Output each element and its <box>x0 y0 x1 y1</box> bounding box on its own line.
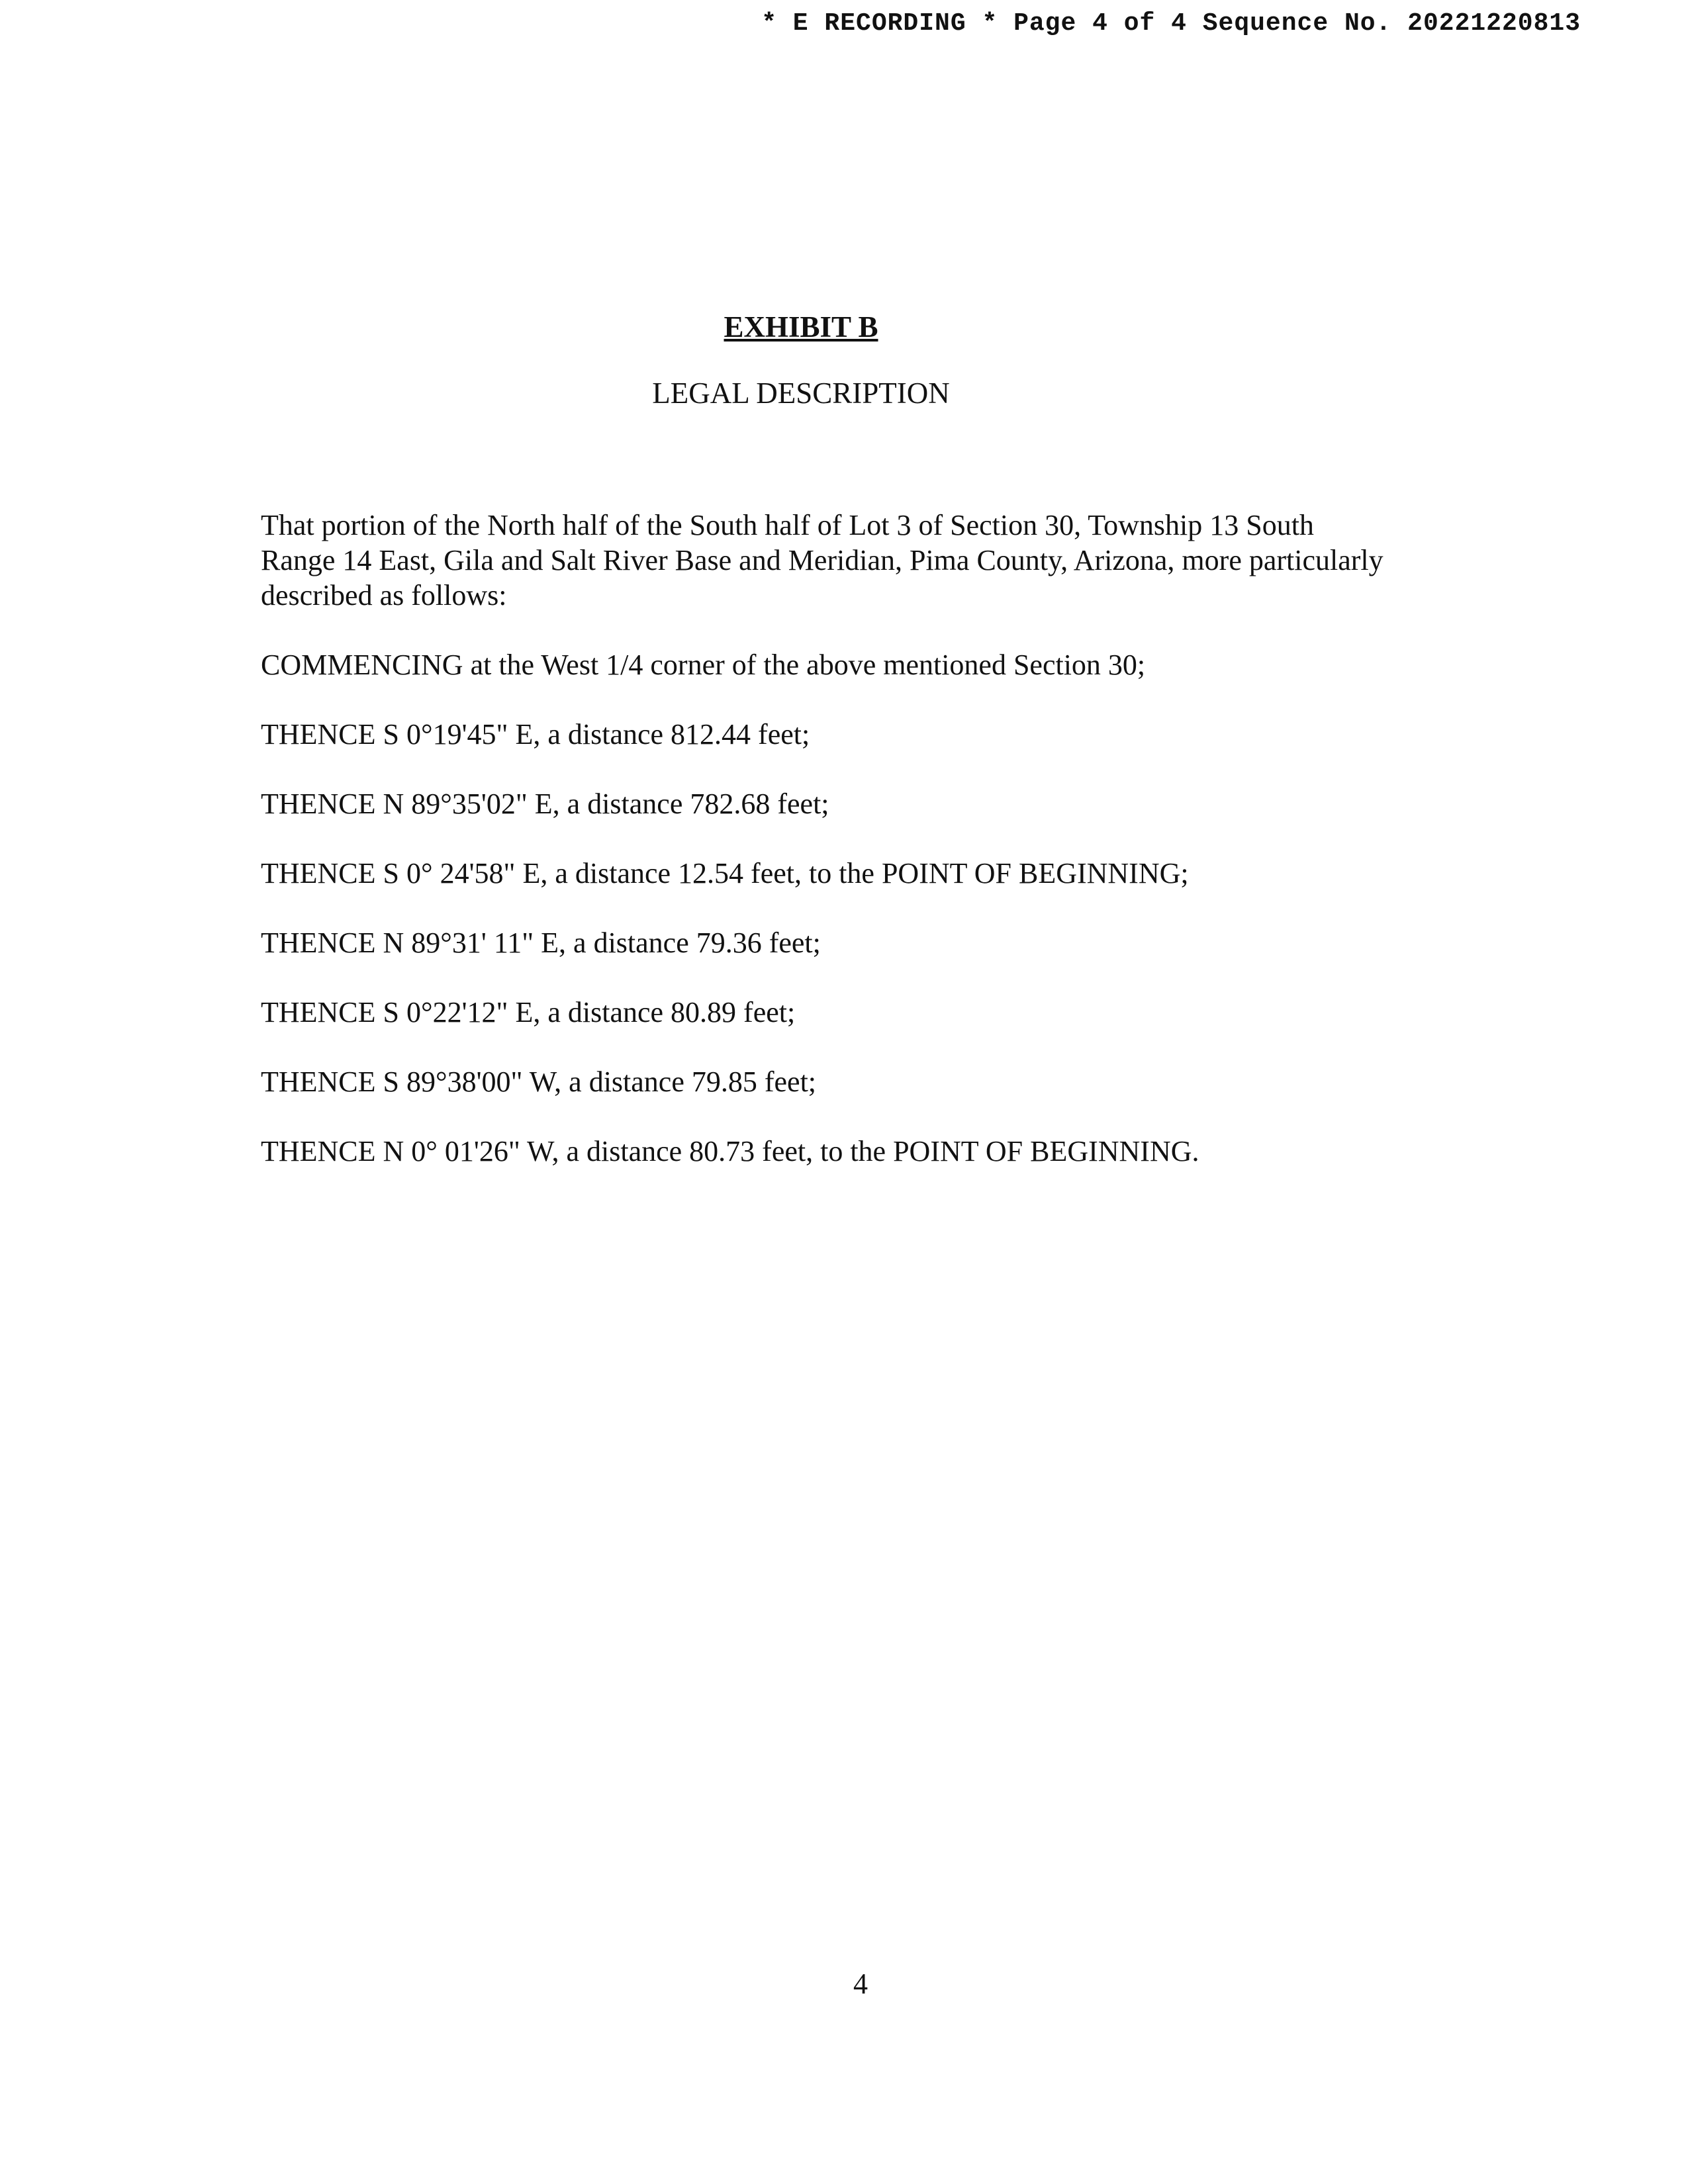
course-line: THENCE S 0° 24'58" E, a distance 12.54 feet, to the POINT OF BEGINNING; <box>261 857 1189 889</box>
course-line: THENCE S 0°22'12" E, a distance 80.89 feet; <box>261 996 796 1028</box>
intro-line: described as follows: <box>261 579 507 612</box>
course-line: THENCE N 89°31' 11" E, a distance 79.36 feet; <box>261 927 821 959</box>
course-line: THENCE N 0° 01'26" W, a distance 80.73 feet, to the POINT OF BEGINNING. <box>261 1135 1199 1167</box>
course-commencing: COMMENCING at the West 1/4 corner of the above mentioned Section 30; <box>261 649 1146 681</box>
course-line: THENCE S 0°19'45" E, a distance 812.44 feet; <box>261 718 810 751</box>
course-line: THENCE S 89°38'00" W, a distance 79.85 feet; <box>261 1066 817 1098</box>
legal-description-heading: LEGAL DESCRIPTION <box>652 377 950 410</box>
intro-line: That portion of the North half of the South half of Lot 3 of Section 30, Township 13 South <box>261 509 1314 541</box>
intro-paragraph <box>261 508 1466 613</box>
exhibit-title: EXHIBIT B <box>724 310 878 343</box>
legal-description-body <box>261 508 1466 1203</box>
course-line: THENCE N 89°35'02" E, a distance 782.68 feet; <box>261 788 829 820</box>
recording-stamp-header: * E RECORDING * Page 4 of 4 Sequence No. 20221220813 <box>761 9 1581 38</box>
page-number: 4 <box>853 1968 868 2000</box>
intro-line: Range 14 East, Gila and Salt River Base and Meridian, Pima County, Arizona, more particularly <box>261 544 1383 576</box>
